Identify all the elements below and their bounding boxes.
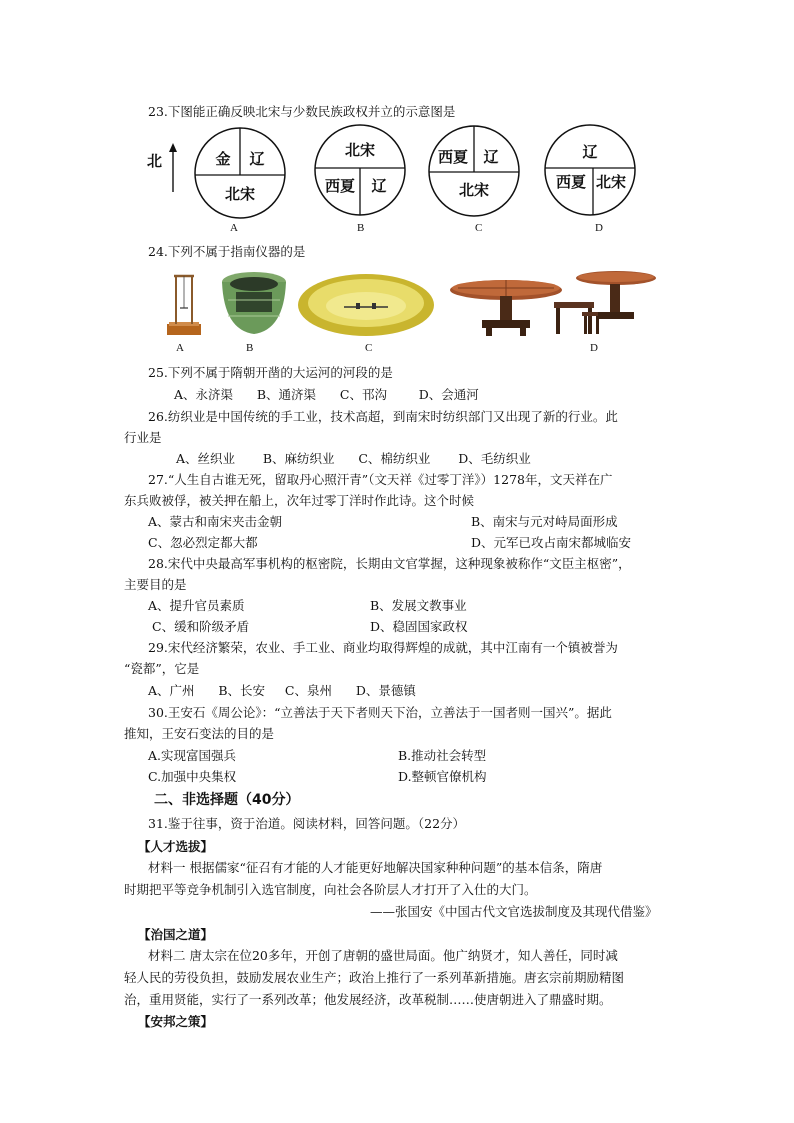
q26-options: A、丝织业 B、麻纺织业 C、棉纺织业 D、毛纺织业 — [176, 451, 531, 466]
diagram-b-letter: B — [357, 222, 365, 234]
diagram-d-top: 辽 — [582, 143, 598, 161]
q28-option-a: A、提升官员素质 — [148, 598, 245, 613]
q31-material2-line3: 治，重用贤能，实行了一系列改革；他发展经济，改革税制……使唐朝进入了鼎盛时期。 — [124, 992, 612, 1007]
q27-line2: 东兵败被俘，被关押在船上，次年过零丁洋时作此诗。这个时候 — [124, 493, 475, 508]
q25-text: 25.下列不属于隋朝开凿的大运河的河段的是 — [148, 365, 393, 380]
q31-heading-talent: 【人才选拔】 — [138, 839, 214, 854]
q30-option-a: A.实现富国强兵 — [148, 748, 237, 763]
diagram-a-top-left: 金 — [215, 150, 231, 168]
diagram-d-letter: D — [595, 222, 603, 234]
diagram-d-bottom-left: 西夏 — [555, 173, 587, 191]
q26-line1: 26.纺织业是中国传统的手工业，技术高超，到南宋时纺织部门又出现了新的行业。此 — [148, 409, 618, 424]
yellow-dish-image — [296, 272, 436, 338]
q31-material2-line2: 轻人民的劳役负担，鼓励发展农业生产；政治上推行了一系列革新措施。唐玄宗前期励精图 — [124, 970, 625, 985]
q27-option-a: A、蒙古和南宋夹击金朝 — [148, 514, 283, 529]
q31-heading-security: 【安邦之策】 — [138, 1014, 214, 1029]
q29-line2: “瓷都”，它是 — [124, 661, 200, 676]
compass-cart-image — [448, 268, 658, 338]
q28-option-c: C、缓和阶级矛盾 — [152, 619, 250, 634]
diagram-c-letter: C — [475, 222, 483, 234]
q24-option-a-letter: A — [176, 342, 184, 354]
diagram-c — [427, 124, 521, 218]
diagram-a-bottom: 北宋 — [224, 185, 256, 203]
diagram-a-letter: A — [230, 222, 238, 234]
q28-line1: 28.宋代中央最高军事机构的枢密院，长期由文官掌握，这种现象被称作“文臣主枢密”， — [148, 556, 631, 571]
q29-options: A、广州 B、长安 C、泉州 D、景德镇 — [148, 683, 416, 698]
q31-heading-governance: 【治国之道】 — [138, 927, 214, 942]
q24-option-c-letter: C — [365, 342, 373, 354]
diagram-c-top-left: 西夏 — [437, 148, 469, 166]
q27-option-c: C、忽必烈定都大都 — [148, 535, 258, 550]
north-arrow-icon — [166, 142, 180, 194]
diagram-c-bottom: 北宋 — [458, 181, 490, 199]
q30-option-b: B.推动社会转型 — [398, 748, 487, 763]
north-label: 北 — [147, 152, 163, 170]
q24-option-b-letter: B — [246, 342, 254, 354]
q31-material2-line1: 材料二 唐太宗在位20多年，开创了唐朝的盛世局面。他广纳贤才，知人善任，同时减 — [148, 948, 618, 963]
q27-line1: 27.“人生自古谁无死，留取丹心照汗青”（文天祥《过零丁洋》）1278年，文天祥在广 — [148, 472, 613, 487]
q30-line2: 推知，王安石变法的目的是 — [124, 726, 275, 741]
q26-line2: 行业是 — [124, 430, 162, 445]
q27-option-b: B、南宋与元对峙局面形成 — [471, 514, 618, 529]
q28-line2: 主要目的是 — [124, 577, 187, 592]
q28-option-d: D、稳固国家政权 — [370, 619, 468, 634]
q24-text: 24.下列不属于指南仪器的是 — [148, 244, 306, 259]
q30-option-d: D.整顿官僚机构 — [398, 769, 487, 784]
q31-material1-line2: 时期把平等竞争机制引入选官制度，向社会各阶层人才打开了入仕的大门。 — [124, 882, 537, 897]
q28-option-b: B、发展文教事业 — [370, 598, 467, 613]
q31-material1-line1: 材料一 根据儒家“征召有才能的人才能更好地解决国家种种问题”的基本信条，隋唐 — [148, 860, 603, 875]
q29-line1: 29.宋代经济繁荣，农业、手工业、商业均取得辉煌的成就，其中江南有一个镇被誉为 — [148, 640, 618, 655]
diagram-d — [543, 123, 637, 217]
diagram-d-bottom-right: 北宋 — [595, 173, 627, 191]
diagram-a-top-right: 辽 — [249, 150, 265, 168]
diagram-b — [313, 123, 407, 217]
hanging-compass-image — [165, 270, 203, 338]
water-compass-bowl-image — [220, 270, 288, 338]
diagram-b-bottom-left: 西夏 — [324, 177, 356, 195]
diagram-b-bottom-right: 辽 — [371, 177, 387, 195]
q24-option-d-letter: D — [590, 342, 598, 354]
diagram-b-top: 北宋 — [344, 141, 376, 159]
q31-intro: 31.鉴于往事，资于治道。阅读材料，回答问题。（22分） — [148, 816, 466, 831]
diagram-a — [193, 126, 287, 220]
q25-options: A、永济渠 B、通济渠 C、邗沟 D、会通河 — [174, 387, 479, 402]
q31-material1-source: ——张国安《中国古代文官选拔制度及其现代借鉴》 — [370, 904, 658, 919]
q27-option-d: D、元军已攻占南宋都城临安 — [471, 535, 632, 550]
q30-option-c: C.加强中央集权 — [148, 769, 237, 784]
q23-text: 23.下图能正确反映北宋与少数民族政权并立的示意图是 — [148, 104, 456, 119]
diagram-c-top-right: 辽 — [483, 148, 499, 166]
q30-line1: 30.王安石《周公论》：“立善法于天下者则天下治，立善法于一国者则一国兴”。据此 — [148, 705, 612, 720]
section-2-title: 二、非选择题（40分） — [154, 792, 300, 808]
